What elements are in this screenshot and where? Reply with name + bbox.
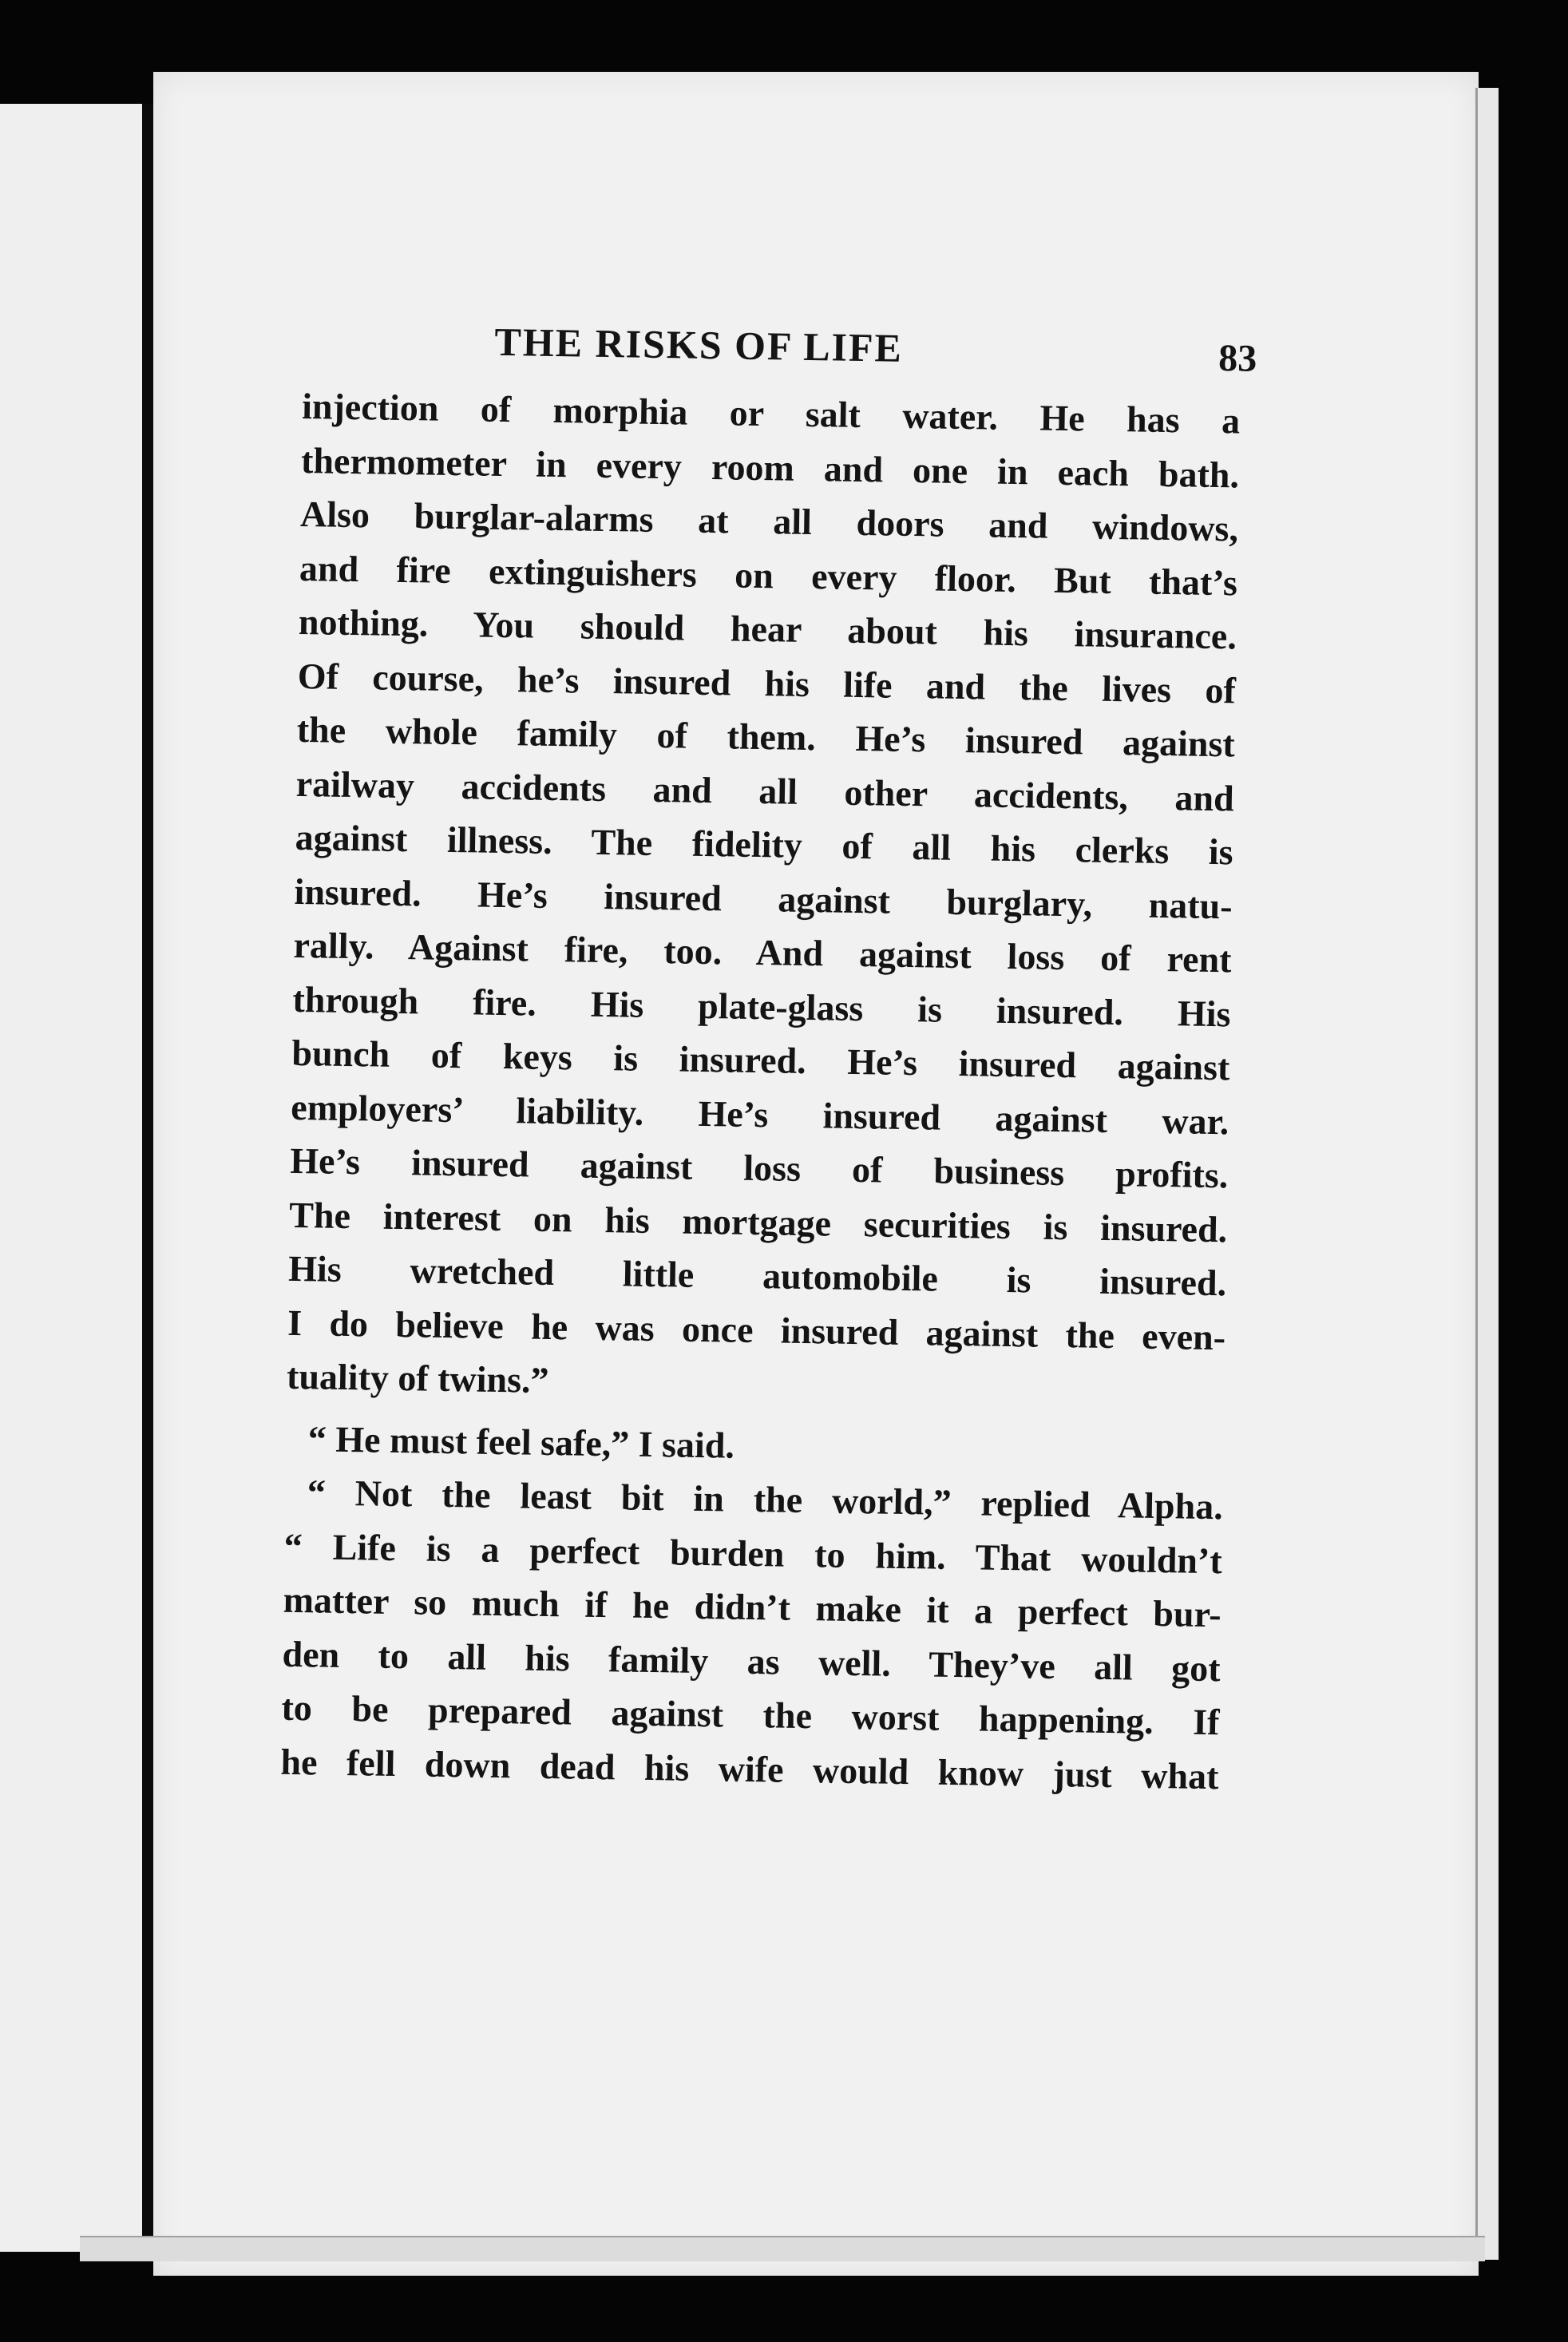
- page-edge-right: [1475, 88, 1499, 2260]
- text-line: to be prepared against the worst happening. If: [281, 1686, 1220, 1743]
- running-title: THE RISKS OF LIFE: [494, 319, 904, 371]
- page-edge-bottom: [80, 2236, 1485, 2261]
- text-line: injection of morphia or salt water. He has a: [301, 385, 1241, 442]
- text-line: “ Not the least bit in the world,” replied Alpha.: [307, 1472, 1224, 1528]
- text-line: The interest on his mortgage securities is insured.: [288, 1194, 1228, 1250]
- text-line: insured. He’s insured against burglary, natu-: [294, 870, 1233, 926]
- text-line: nothing. You should hear about his insurance.: [298, 600, 1237, 657]
- text-line: He’s insured against loss of business profits.: [289, 1139, 1229, 1196]
- text-line: thermometer in every room and one in each bath.: [300, 439, 1240, 495]
- text-line: against illness. The fidelity of all his clerks is: [295, 816, 1233, 873]
- text-line: the whole family of them. He’s insured against: [296, 708, 1236, 765]
- text-line: tuality of twins.”: [286, 1355, 549, 1401]
- text-line: “ He must feel safe,” I said.: [307, 1417, 735, 1466]
- text-line: rally. Against fire, too. And against loss of rent: [293, 924, 1232, 981]
- previous-page-edge: [0, 104, 144, 2252]
- text-line: Also burglar-alarms at all doors and windows,: [299, 493, 1239, 549]
- text-line: matter so much if he didn’t make it a perfect bur-: [283, 1579, 1222, 1635]
- text-line: bunch of keys is insured. He’s insured against: [291, 1032, 1230, 1088]
- text-line: railway accidents and all other accidents, and: [295, 763, 1235, 818]
- text-line: den to all his family as well. They’ve all got: [282, 1633, 1221, 1689]
- text-line: through fire. His plate-glass is insured. His: [292, 978, 1231, 1034]
- text-line: employers’ liability. He’s insured against war.: [291, 1086, 1229, 1142]
- text-line: Of course, he’s insured his life and the lives of: [297, 655, 1237, 711]
- text-line: “ Life is a perfect burden to him. That wouldn’t: [283, 1525, 1223, 1581]
- page-text-block: [280, 315, 1257, 1803]
- text-line: I do believe he was once insured against the even-: [287, 1302, 1226, 1357]
- page-number: 83: [1218, 337, 1257, 380]
- text-line: and fire extinguishers on every floor. But that’s: [299, 547, 1238, 603]
- text-line: His wretched little automobile is insured.: [287, 1247, 1227, 1304]
- text-line: he fell down dead his wife would know just what: [280, 1741, 1219, 1797]
